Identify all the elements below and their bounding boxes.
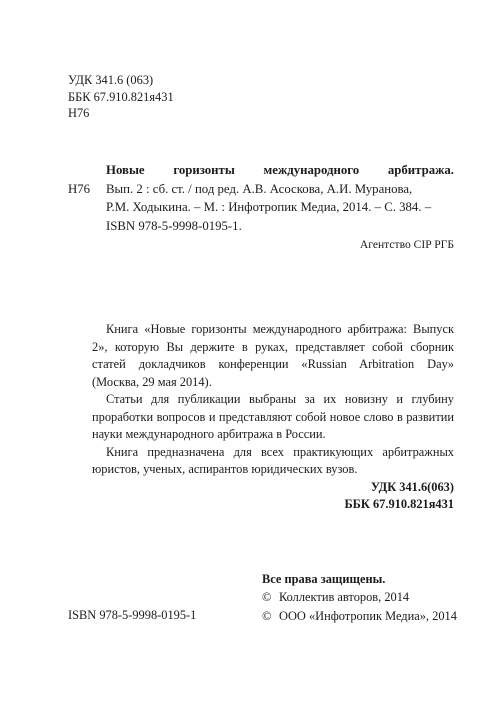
annotation-paragraph-1: Книга «Новые горизонты международного арбитража: Выпуск 2», которую Вы держите в руках, представляет собой сборник статей докладчиков конференции «Russian Arbitration Day» (Москва, 29 мая 2014).: [92, 322, 454, 389]
entry-author-mark: Н76: [68, 181, 91, 196]
copyright-authors-row: [262, 588, 462, 606]
copyright-authors: Коллектив авторов, 2014: [279, 590, 410, 605]
author-mark: Н76: [68, 106, 90, 120]
rights-block: [262, 570, 462, 625]
cip-agency: Агентство CIP РГБ: [359, 238, 454, 251]
annotation-paragraph-2: Статьи для публикации выбраны за их новизну и глубину проработки вопросов и представляют собой новое слово в развитии науки международного арбитража в России.: [92, 392, 454, 441]
entry-line-2: Вып. 2 : сб. ст. / под ред. А.В. Асоскова, А.И. Муранова,: [106, 181, 413, 196]
entry-row-2: [68, 180, 454, 199]
copyright-publisher: ООО «Инфотропик Медиа», 2014: [279, 608, 457, 623]
entry-line-3: Р.М. Ходыкина. – М. : Инфотропик Медиа, 2014. – С. 384. –: [106, 200, 432, 214]
annotation: [92, 321, 454, 514]
catalog-codes: [68, 72, 174, 122]
bibliographic-entry: [68, 161, 454, 255]
copyright-icon: ©: [262, 590, 272, 605]
copyright-icon: ©: [262, 608, 272, 623]
udk-code: УДК 341.6 (063): [68, 73, 154, 87]
annotation-bbk: ББК 67.910.821я431: [344, 497, 454, 511]
entry-title: Новые горизонты международного арбитража.: [106, 163, 454, 177]
annotation-paragraph-3: Книга предназначена для всех практикующих арбитражных юристов, ученых, аспирантов юридических вузов.: [92, 444, 454, 476]
rights-reserved: Все права защищены.: [262, 572, 386, 586]
annotation-udk: УДК 341.6(063): [370, 479, 454, 494]
footer-isbn: ISBN 978-5-9998-0195-1: [68, 608, 197, 622]
copyright-publisher-row: [262, 607, 462, 625]
entry-line-4: ISBN 978-5-9998-0195-1.: [106, 218, 242, 233]
bbk-code: ББК 67.910.821я431: [68, 89, 174, 104]
